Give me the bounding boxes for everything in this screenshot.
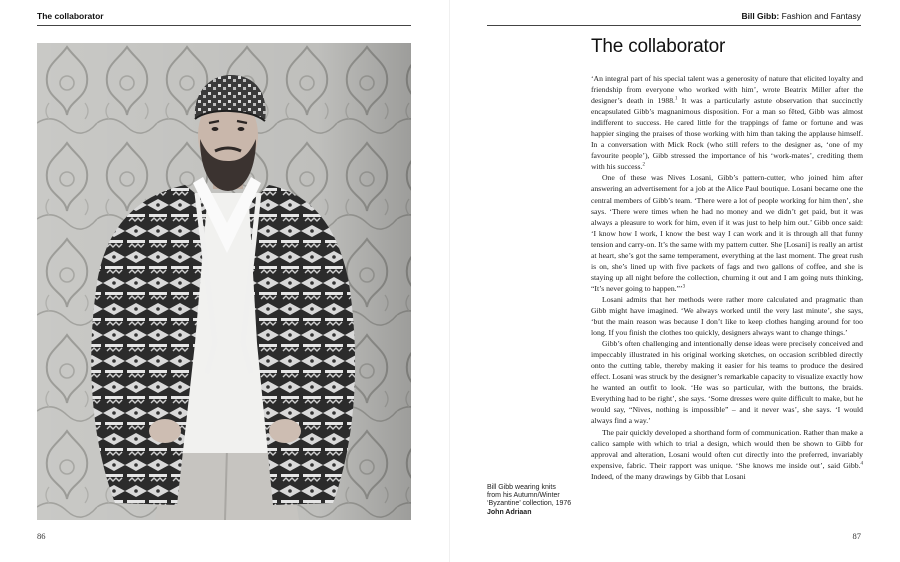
header-rule-left	[37, 25, 411, 26]
footnote-ref: 3	[682, 284, 686, 290]
running-head-left: The collaborator	[37, 11, 104, 21]
footnote-ref: 1	[674, 96, 678, 102]
header-rule-right	[487, 25, 861, 26]
paragraph	[591, 73, 863, 172]
paragraph-text: Losani admits that her methods were rather more calculated and pragmatic than Gibb might have imagined. ‘We always worked until the very last minute’, she says, ‘but the main reason was because I don’t like to keep clothes hanging around for too long. If you finish the clothes too quickly, designers always want to change things.’	[591, 294, 863, 338]
paragraph-text: The pair quickly developed a shorthand form of communication. Rather than make a calico sample with which to trial a design, which would then be shown to Gibb for approval and alteration, Losani would often cut directly into the preferred, invariably expensive, fabric. Their rapport was unique. ‘She knows me inside out’, said Gibb.	[591, 427, 863, 470]
paragraph-text: One of these was Nives Losani, Gibb’s pattern-cutter, who joined him after answering an advertisement for a job at the Alice Paul boutique. Losani became one the central members of Gibb’s team. ‘There were a lot of people working for him then’, she says. ‘There were times when he had no money and we didn’t get paid, but it was always a pleasure to work for him, even if it was just to help him out.’ Gibb once said: ‘I know how I work, I know the best way I can work and it is through all that funny tension and carry-on. It’s the same with my pattern cutter. She [Losani] is really an artist at heart, she’s got the same temperament, everything at the last moment. The great rush is on, she’s lined up with five packets of fags and two gallons of coffee, and she is staying up all night before the collection, churning it out and I am going nuts thinking, “It’s never going to happen.”’	[591, 173, 863, 293]
running-head-right	[741, 11, 861, 21]
paragraph	[591, 338, 863, 426]
photo-caption	[487, 484, 582, 517]
paragraph-text: It was a particularly astute observation that succinctly encapsulated Gibb’s magnanimous disposition. For a man so fêted, Gibb was almost indifferent to success. He cared little for the trappings of fame or fortune and was happier singing the praises of those working with him than taking the applause himself. In a conversation with Mick Rock (who still refers to the designer as, ‘one of my favourite people’), Gibb stressed the importance of his ‘work-mates’, crediting them with his success.	[591, 96, 863, 172]
caption-line: Bill Gibb wearing knits	[487, 484, 556, 491]
page-number-right: 87	[852, 531, 861, 541]
paragraph	[591, 427, 863, 482]
footnote-ref: 4	[860, 461, 863, 467]
running-head-book-title: Bill Gibb:	[741, 11, 780, 21]
caption-line: from his Autumn/Winter	[487, 492, 560, 500]
paragraph-text: Indeed, of the many drawings by Gibb that Losani	[591, 471, 746, 481]
page-number-left: 86	[37, 531, 46, 541]
caption-line: ‘Byzantine’ collection, 1976	[487, 500, 572, 508]
chapter-title: The collaborator	[591, 36, 726, 57]
portrait-photograph	[37, 43, 411, 520]
running-head-subtitle: Fashion and Fantasy	[779, 11, 861, 21]
body-text	[591, 73, 863, 541]
photo-credit: John Adriaan	[487, 508, 532, 516]
paragraph-text: ‘An integral part of his special talent was a generosity of nature that elicited loyalty and friendship from everyone who worked with him’, wrote Beatrix Miller after the designer’s death in 1988.	[591, 74, 863, 106]
paragraph	[591, 294, 863, 338]
paragraph-text: Gibb’s often challenging and intentionally dense ideas were precisely conceived and impeccably illustrated in his original working sketches, on occasion scribbled directly onto the cutting table, thereby making it easier for his teams to produce the desired effect. Losani was struck by the designer’s remarkable capacity to visualize exactly how he wanted an outfit to look. ‘He was so particular, with the buttons, the braids. Everything had to be right’, she says. ‘Some dresses were quite difficult to make, but he would say, “Nives, nothing is impossible” – and it never was’, she says. ‘I would always find a way.’	[591, 339, 863, 426]
paragraph	[591, 172, 863, 294]
footnote-ref: 2	[642, 162, 645, 168]
